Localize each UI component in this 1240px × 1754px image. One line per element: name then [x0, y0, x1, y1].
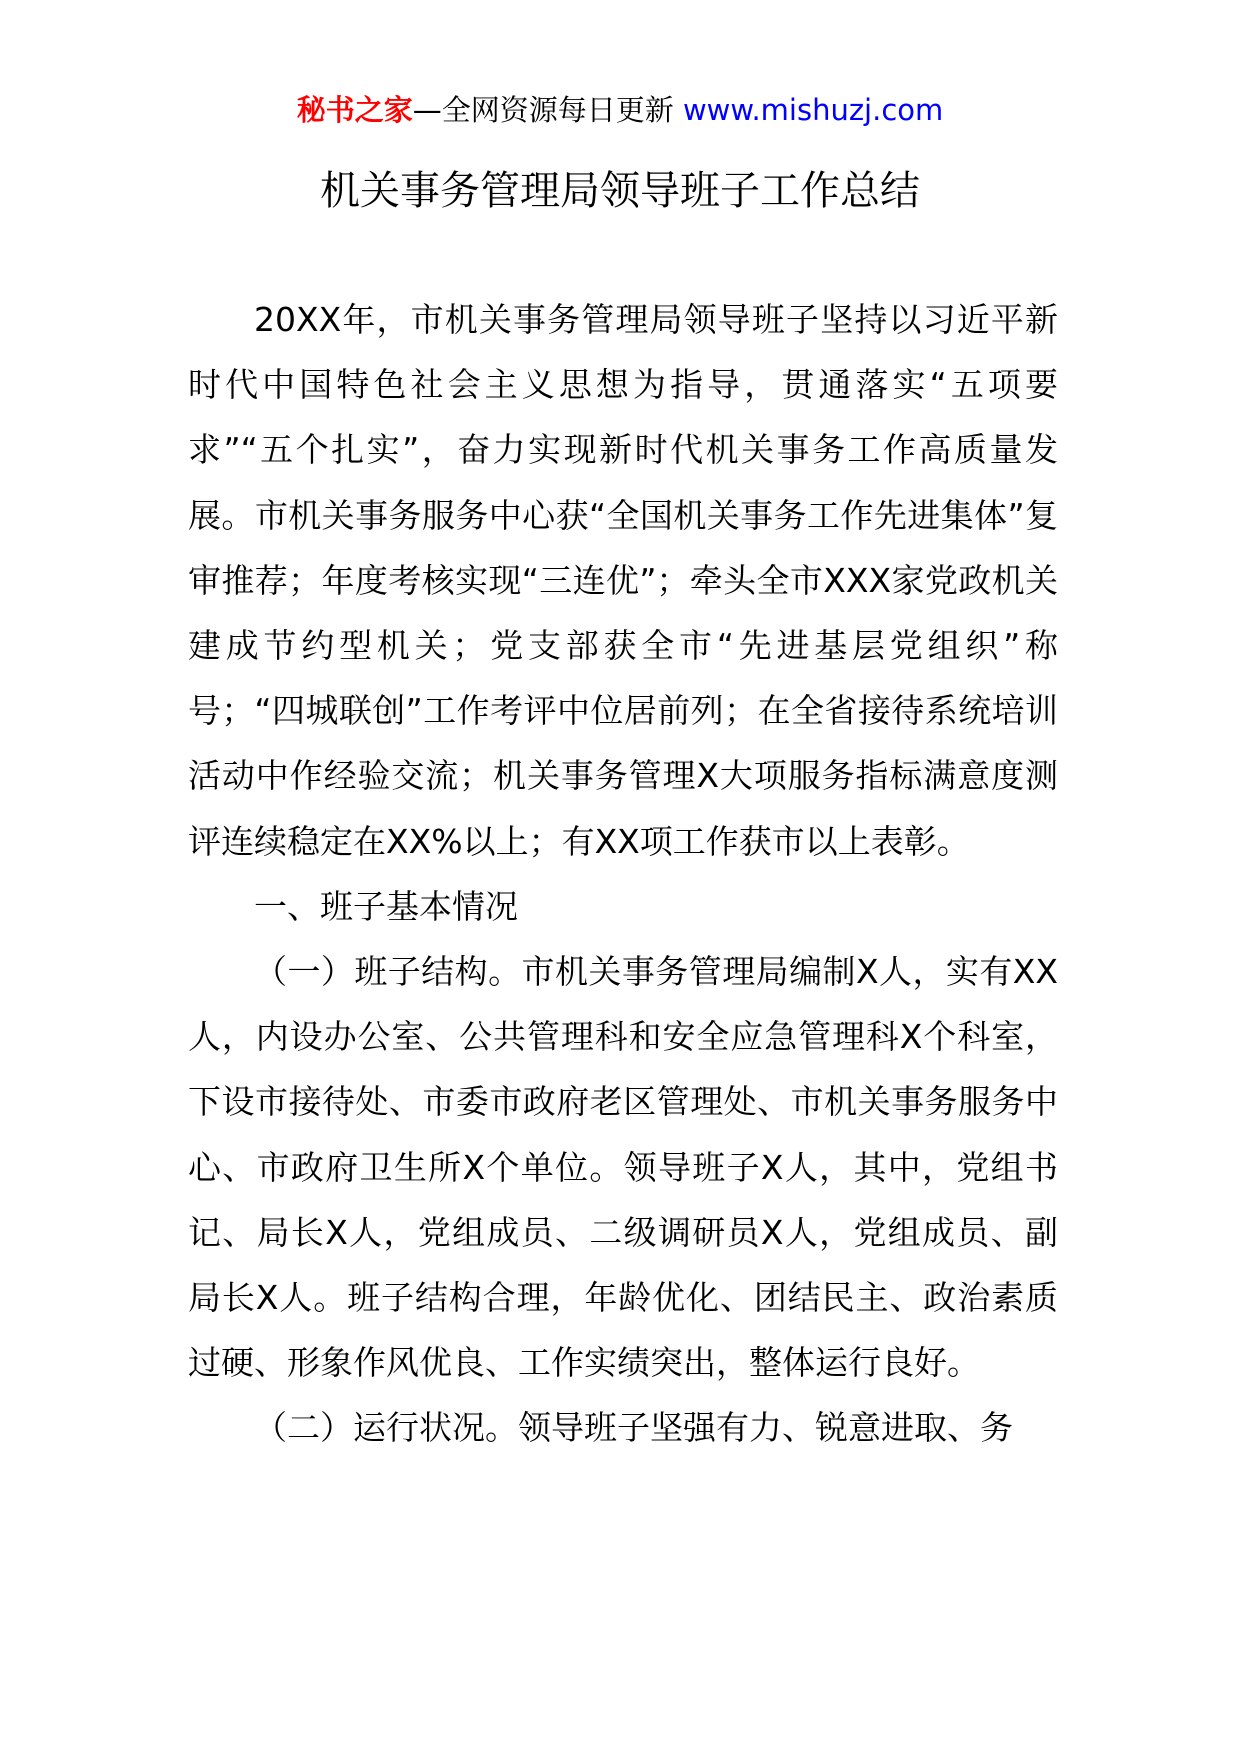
team-structure-paragraph: （一）班子结构。市机关事务管理局编制X人，实有XX人，内设办公室、公共管理科和安全应急管理科X个科室，下设市接待处、市委市政府老区管理处、市机关事务服务中心、市政府卫生所X个单位。领导班子X人，其中，党组书记、局长X人，党组成员、二级调研员X人，党组成员、副局长X人。班子结构合理，年龄优化、团结民主、政治素质过硬、形象作风优良、工作实绩突出，整体运行良好。	[188, 952, 1058, 1383]
site-header	[0, 90, 1240, 130]
document-title: 机关事务管理局领导班子工作总结	[320, 168, 920, 214]
operation-status-paragraph: （二）运行状况。领导班子坚强有力、锐意进取、务	[254, 1408, 1013, 1448]
brand-name: 秘书之家	[296, 93, 413, 127]
intro-paragraph: 20XX年，市机关事务管理局领导班子坚持以习近平新时代中国特色社会主义思想为指导，贯通落实“五项要求”“五个扎实”，奋力实现新时代机关事务工作高质量发展。市机关事务服务中心获“全国机关事务工作先进集体”复审推荐；年度考核实现“三连优”；牵头全市XXX家党政机关建成节约型机关；党支部获全市“先进基层党组织”称号；“四城联创”工作考评中位居前列；在全省接待系统培训活动中作经验交流；机关事务管理X大项服务指标满意度测评连续稳定在XX%以上；有XX项工作获市以上表彰。	[188, 300, 1058, 861]
site-url-link[interactable]: www.mishuzj.com	[682, 93, 944, 127]
document-body	[188, 287, 1058, 1461]
header-tagline: —全网资源每日更新	[412, 93, 683, 127]
section-heading: 一、班子基本情况	[254, 886, 518, 926]
